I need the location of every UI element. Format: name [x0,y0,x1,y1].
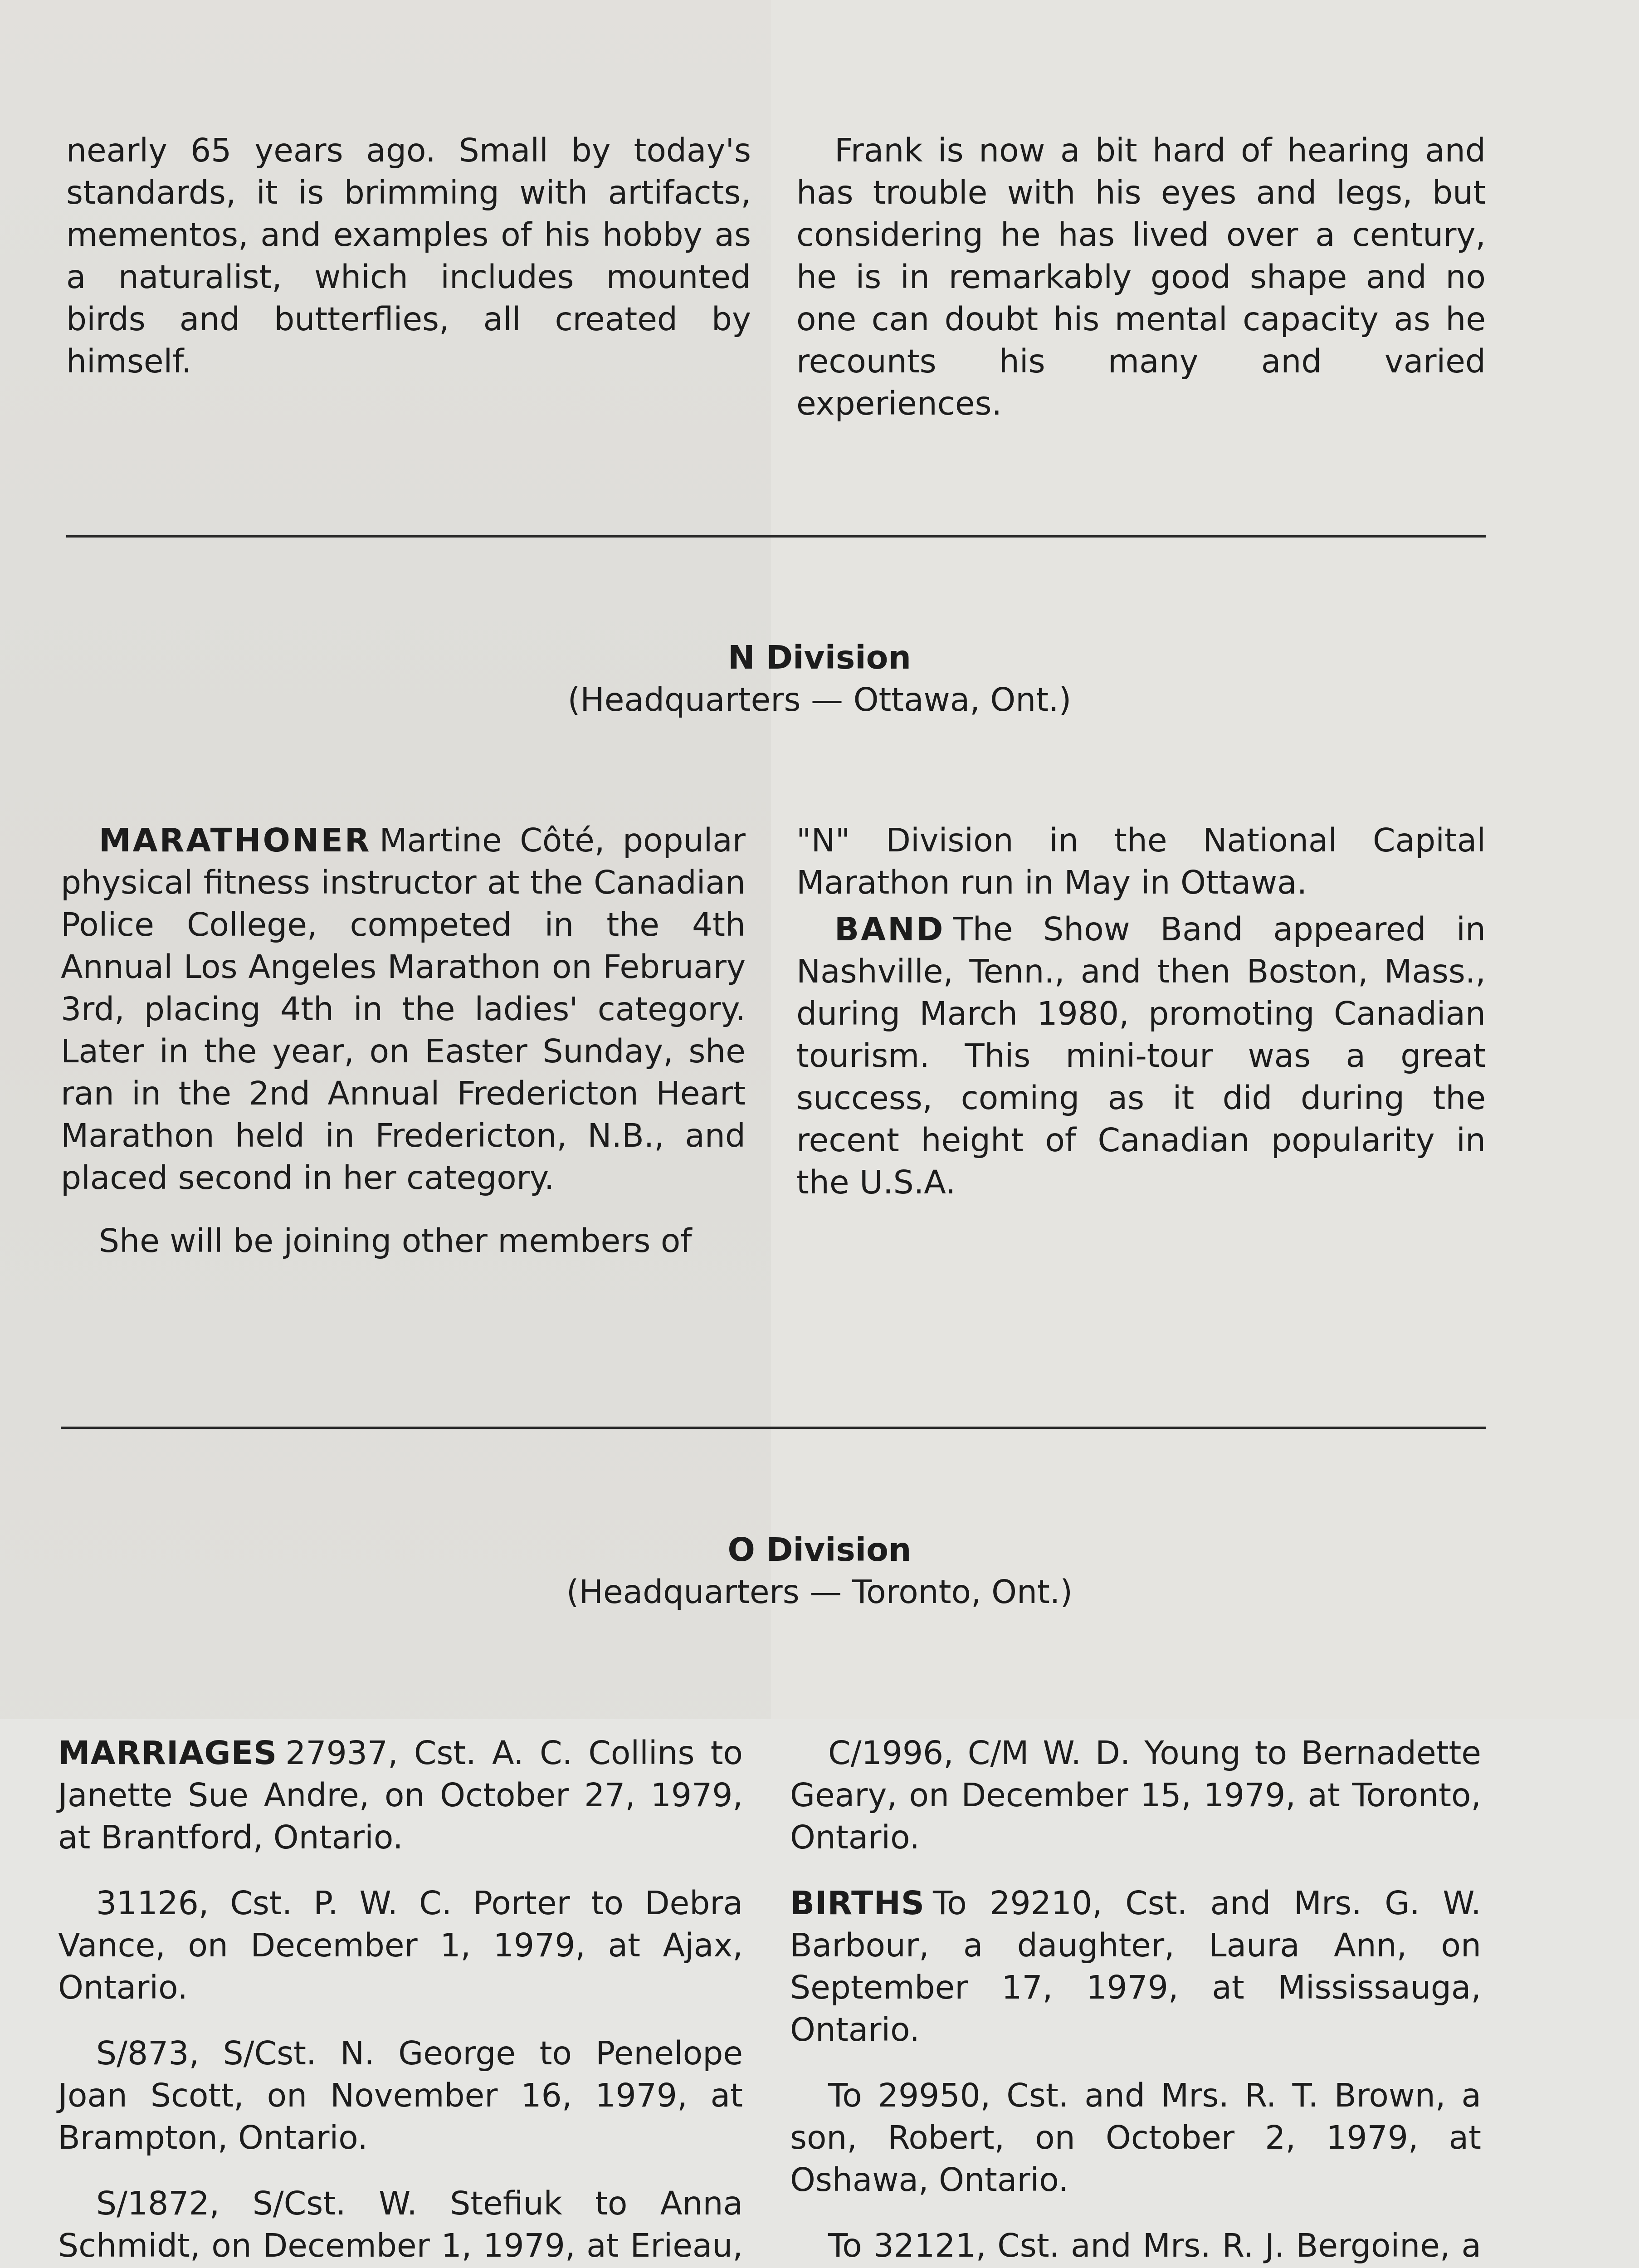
marriage-entry: S/1872, S/Cst. W. Stefiuk to Anna Schmidt, on December 1, 1979, at Erieau, [58,2185,743,2264]
marriages-text: 27937, Cst. A. C. Collins to Janette Sue Andre, on October 27, 1979, at Brantford, Ontario. [58,1734,743,1856]
births-paragraph [790,1882,1481,2051]
marathoner-label: MARATHONER [99,821,371,859]
n-division-heading [0,636,1639,721]
marathon-continuation: "N" Division in the National Capital Marathon run in May in Ottawa. [796,821,1486,901]
o-division-right-column [790,1732,1481,2268]
n-division-right-column [796,819,1486,1227]
marathoner-paragraph [61,819,746,1199]
births-text: To 29210, Cst. and Mrs. G. W. Barbour, a daughter, Laura Ann, on September 17, 1979, at Mississauga, Ontario. [790,1884,1481,2048]
section-divider [66,535,1486,538]
marriage-entry: S/873, S/Cst. N. George to Penelope Joan Scott, on November 16, 1979, at Brampton, Ontario. [58,2034,743,2156]
top-right-column [796,129,1486,448]
marathoner-text: Martine Côté, popular physical fitness instructor at the Canadian Police College, competed in the 4th Annual Los Angeles Marathon on February 3rd, placing 4th in the ladies' category. Later in the year, on Easter Sunday, she ran in the 2nd Annual Fredericton Heart Marathon held in Fredericton, N.B., and placed second in her category. [61,821,746,1197]
o-division-subtitle: (Headquarters — Toronto, Ont.) [566,1573,1073,1611]
n-division-left-column [61,819,746,1286]
top-left-paragraph: nearly 65 years ago. Small by today's standards, it is brimming with artifacts, mementos, and examples of his hobby as a naturalist, which includes mounted birds and butterflies, all created by himself. [66,132,751,380]
o-division-title: O Division [727,1531,912,1569]
marriages-paragraph [58,1732,743,1858]
marriage-entry: C/1996, C/M W. D. Young to Bernadette Geary, on December 15, 1979, at Toronto, Ontario. [790,1734,1481,1856]
births-label: BIRTHS [790,1884,925,1922]
top-right-paragraph: Frank is now a bit hard of hearing and has trouble with his eyes and legs, but considering he has lived over a century, he is in remarkably good shape and no one can doubt his mental capacity as he recounts his many and varied experiences. [796,132,1486,422]
band-label: BAND [834,910,945,948]
band-paragraph [796,908,1486,1203]
o-division-left-column [58,1732,743,2268]
birth-entry: To 29950, Cst. and Mrs. R. T. Brown, a son, Robert, on October 2, 1979, at Oshawa, Ontario. [790,2077,1481,2199]
o-division-heading [0,1529,1639,1613]
marriage-entry: 31126, Cst. P. W. C. Porter to Debra Vance, on December 1, 1979, at Ajax, Ontario. [58,1884,743,2006]
birth-entry: To 32121, Cst. and Mrs. R. J. Bergoine, a [828,2227,1481,2264]
n-division-subtitle: (Headquarters — Ottawa, Ont.) [567,681,1072,719]
marriages-label: MARRIAGES [58,1734,278,1772]
marathoner-continuation: She will be joining other members of [99,1222,692,1260]
section-divider [61,1427,1486,1429]
top-left-column [66,129,751,406]
band-text: The Show Band appeared in Nashville, Tenn., and then Boston, Mass., during March 1980, promoting Canadian tourism. This mini-tour was a great success, coming as it did during the recent height of Canadian popularity in the U.S.A. [796,910,1486,1201]
n-division-title: N Division [728,639,911,676]
